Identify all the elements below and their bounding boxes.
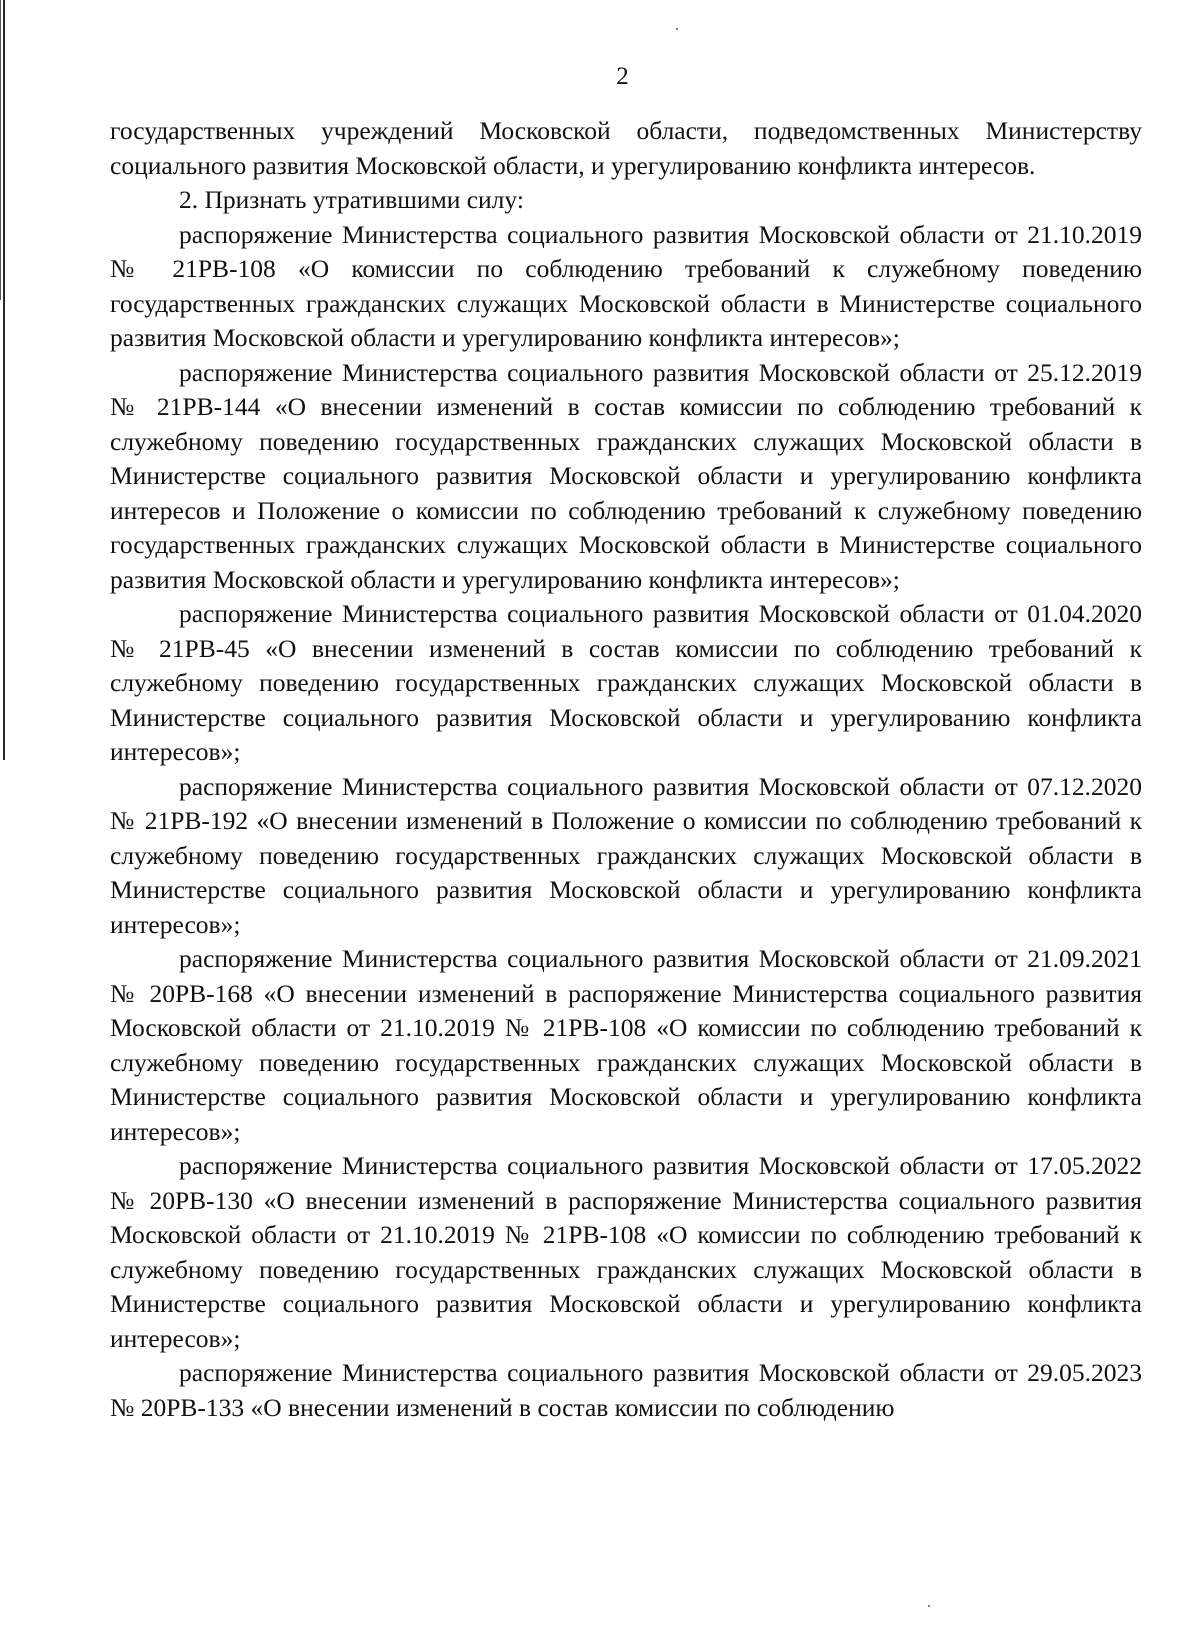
paragraph-repealed-order-7: распоряжение Министерства социального развития Московской области от 29.05.2023 № 20РВ-133 «О внесении изменений в состав комиссии по соблюдению — [110, 1358, 1142, 1422]
paragraph-item-2: 2. Признать утратившими силу: — [179, 185, 524, 214]
paragraph-repealed-order-4: распоряжение Министерства социального развития Московской области от 07.12.2020 № 21РВ-192 «О внесении изменений в Положение о комиссии по соблюдению требований к служебному поведению государственных гражданских служащих Московской области в Министерстве социального развития Московской области и урегулированию конфликта интересов»; — [110, 771, 1142, 939]
document-body — [110, 114, 1142, 1425]
scan-edge-mark-secondary — [0, 0, 1, 300]
paragraph-repealed-order-2: распоряжение Министерства социального развития Московской области от 25.12.2019 № 21РВ-144 «О внесении изменений в состав комиссии по соблюдению требований к служебному поведению государственных гражданских служащих Московской области в Министерстве социального развития Московской области и урегулированию конфликта интересов и Положение о комиссии по соблюдению требований к служебному поведению государственных гражданских служащих Московской области в Министерстве социального развития Московской области и урегулированию конфликта интересов»; — [110, 357, 1142, 594]
scan-speck — [928, 1605, 930, 1607]
paragraph-repealed-order-5: распоряжение Министерства социального развития Московской области от 21.09.2021 № 20РВ-168 «О внесении изменений в распоряжение Министерства социального развития Московской области от 21.10.2019 № 21РВ-108 «О комиссии по соблюдению требований к служебному поведению государственных гражданских служащих Московской области в Министерстве социального развития Московской области и урегулированию конфликта интересов»; — [110, 944, 1142, 1146]
scan-speck — [676, 28, 678, 30]
page-number: 2 — [616, 63, 629, 90]
paragraph-repealed-order-1: распоряжение Министерства социального развития Московской области от 21.10.2019 № 21РВ-108 «О комиссии по соблюдению требований к служебному поведению государственных гражданских служащих Московской области в Министерстве социального развития Московской области и урегулированию конфликта интересов»; — [110, 219, 1142, 352]
paragraph-continuation: государственных учреждений Московской области, подведомственных Министерству социального развития Московской области, и урегулированию конфликта интересов. — [110, 116, 1142, 180]
paragraph-repealed-order-3: распоряжение Министерства социального развития Московской области от 01.04.2020 № 21РВ-45 «О внесении изменений в состав комиссии по соблюдению требований к служебному поведению государственных гражданских служащих Московской области в Министерстве социального развития Московской области и урегулированию конфликта интересов»; — [110, 599, 1142, 766]
paragraph-repealed-order-6: распоряжение Министерства социального развития Московской области от 17.05.2022 № 20РВ-130 «О внесении изменений в распоряжение Министерства социального развития Московской области от 21.10.2019 № 21РВ-108 «О комиссии по соблюдению требований к служебному поведению государственных гражданских служащих Московской области в Министерстве социального развития Московской области и урегулированию конфликта интересов»; — [110, 1151, 1142, 1353]
scan-edge-mark — [3, 0, 5, 760]
